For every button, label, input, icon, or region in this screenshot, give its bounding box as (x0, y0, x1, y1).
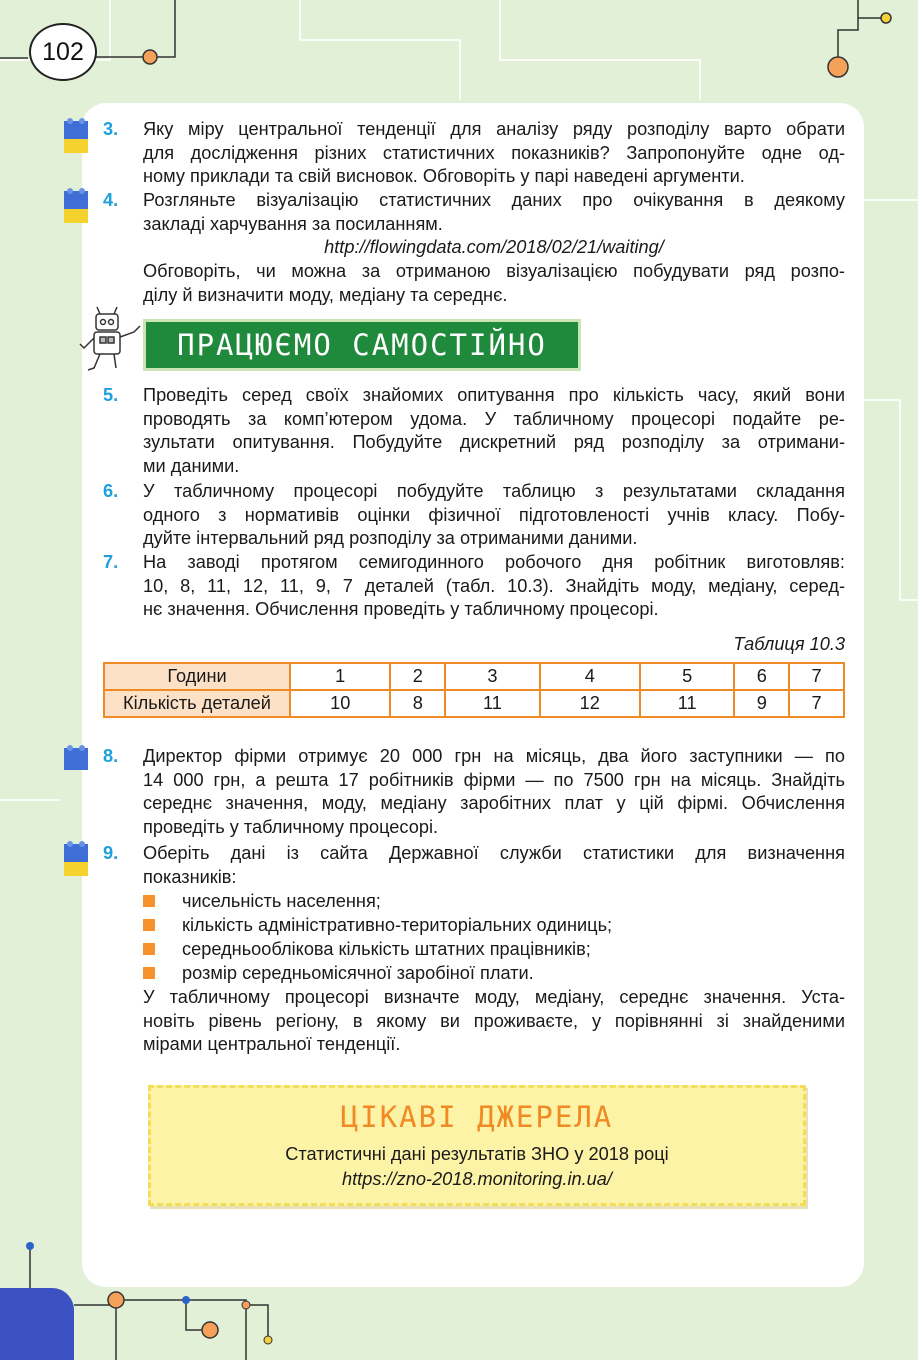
bullet-marker (143, 919, 155, 931)
text-line: дуйте інтервальний ряд розподілу за отриманими даними. (143, 528, 638, 549)
task-number: 4. (103, 190, 119, 210)
row-header: Години (104, 663, 290, 690)
text-line: Розгляньте візуалізацію статистичних даних про очікування в деякому (143, 190, 845, 210)
table-cell: 1 (290, 663, 390, 690)
task-4-text (143, 189, 845, 308)
table-cell: 5 (640, 663, 734, 690)
lego-cube-icon (60, 185, 94, 225)
text-line: новіть рівень регіону, в якому ви проживаєте, у порівнянні зі знайденими (143, 1010, 845, 1031)
text-line: проводять за комп’ютером удома. У табличному процесорі подайте ре- (143, 408, 845, 429)
text-line: Оберіть дані із сайта Державної служби статистики для визначення (143, 843, 845, 863)
text-line: Обговоріть, чи можна за отриманою візуалізацією побудувати ряд розпо- (143, 261, 845, 282)
table-cell: 12 (540, 690, 640, 717)
table-cell: 2 (390, 663, 445, 690)
table-row (104, 690, 844, 717)
row-header: Кількість деталей (104, 690, 290, 717)
task-number: 8. (103, 746, 119, 766)
task-number: 6. (103, 481, 119, 501)
task-number: 7. (103, 552, 119, 572)
text-line: На заводі протягом семигодинного робочого дня робітник виготовляв: (143, 552, 845, 572)
task-6-text (143, 480, 845, 551)
text-line: Директор фірми отримує 20 000 грн на місяць, два його заступники — по (143, 746, 845, 766)
text-line: ному приклади та свій висновок. Обговоріть у парі наведені аргументи. (143, 166, 745, 187)
table-cell: 4 (540, 663, 640, 690)
bullet-item: середньооблікова кількість штатних працівників; (182, 939, 591, 959)
lego-cube-icon (60, 742, 94, 772)
bullet-item: кількість адміністративно-територіальних одиниць; (182, 915, 613, 935)
corner-accent (0, 1288, 74, 1360)
table-cell: 7 (789, 690, 844, 717)
text-line: ділу й визначити моду, медіану та середнє. (143, 284, 508, 305)
text-line: для дослідження різних статистичних показників? Запропонуйте одне од- (143, 142, 845, 163)
table-cell: 8 (390, 690, 445, 717)
text-line: 10, 8, 11, 12, 11, 9, 7 деталей (табл. 10.3). Знайдіть моду, медіану, серед- (143, 575, 845, 596)
task-8-text (143, 745, 845, 840)
text-line: зультати опитування. Побудуйте дискретний ряд розподілу за отримани- (143, 432, 845, 453)
text-line: показників: (143, 866, 237, 887)
bullet-marker (143, 895, 155, 907)
table-row (104, 663, 844, 690)
bullet-item: чисельність населення; (182, 891, 381, 911)
text-line: У табличному процесорі побудуйте таблицю з результатами складання (143, 481, 845, 501)
text-line: середнє значення, моду, медіану заробітних плат у цій фірмі. Обчислення (143, 793, 845, 814)
task-3-text (143, 118, 845, 189)
task-number: 3. (103, 119, 119, 139)
table-cell: 10 (290, 690, 390, 717)
bullet-marker (143, 943, 155, 955)
text-line: 14 000 грн, а решта 17 робітників фірми — по 7500 грн на місяць. Знайдіть (143, 769, 845, 790)
task-9-conclusion (143, 986, 845, 1057)
text-line: закладі харчування за посиланням. (143, 213, 443, 234)
lego-cube-icon (60, 115, 94, 155)
table-cell: 11 (445, 690, 539, 717)
text-line: У табличному процесорі визначте моду, медіану, середнє значення. Уста- (143, 987, 845, 1007)
text-line: одного з нормативів оцінки фізичної підготовленості учнів класу. Побу- (143, 504, 845, 525)
task-7-text (143, 551, 845, 622)
table-cell: 11 (640, 690, 734, 717)
table-cell: 3 (445, 663, 539, 690)
table-caption: Таблиця 10.3 (733, 634, 845, 654)
lego-cube-icon (60, 838, 94, 878)
sources-title: ЦІКАВІ ДЖЕРЕЛА (340, 1100, 614, 1134)
sources-link[interactable]: https://zno-2018.monitoring.in.ua/ (342, 1169, 612, 1189)
task-number: 9. (103, 843, 119, 863)
text-line: проведіть у табличному процесорі. (143, 817, 439, 838)
text-line: ми даними. (143, 456, 240, 477)
task-number: 5. (103, 385, 119, 405)
table-cell: 6 (734, 663, 789, 690)
table-cell: 9 (734, 690, 789, 717)
text-line: нє значення. Обчислення проведіть у табличному процесорі. (143, 599, 659, 620)
text-line: мірами центральної тенденції. (143, 1034, 401, 1055)
interesting-sources-box (148, 1085, 806, 1206)
robot-icon (78, 304, 144, 374)
task-5-text (143, 384, 845, 479)
bullet-marker (143, 967, 155, 979)
section-banner: ПРАЦЮЄМО САМОСТІЙНО (146, 322, 578, 368)
sources-text: Статистичні дані результатів ЗНО у 2018 році (285, 1144, 669, 1164)
data-table (103, 662, 845, 718)
page-number: 102 (29, 23, 97, 81)
link-url[interactable]: http://flowingdata.com/2018/02/21/waiting/ (324, 237, 664, 258)
text-line: Яку міру центральної тенденції для аналізу ряду розподілу варто обрати (143, 119, 845, 139)
text-line: Проведіть серед своїх знайомих опитування про кількість часу, який вони (143, 385, 845, 405)
task-9-text (143, 842, 845, 889)
table-cell: 7 (789, 663, 844, 690)
bullet-item: розмір середньомісячної заробіної плати. (182, 963, 534, 983)
